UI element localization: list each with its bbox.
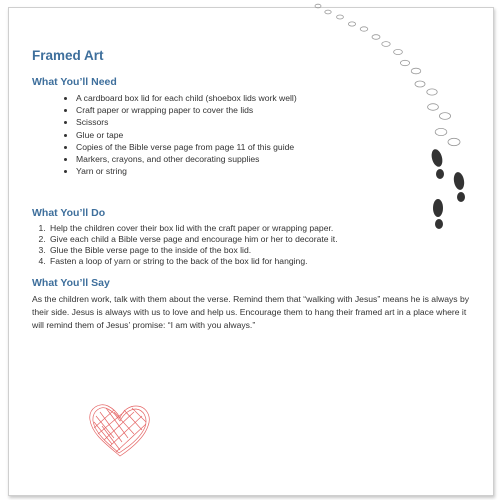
needs-item: • Craft paper or wrapping paper to cover the lids bbox=[76, 104, 472, 116]
say-heading: What You’ll Say bbox=[32, 277, 110, 290]
say-section bbox=[32, 277, 472, 331]
say-paragraph: As the children work, talk with them about the verse. Remind them that “walking with Jesus” means he is always by their side. Jesus is always with us to love and help us. Encourage them to hang their framed art in a place where it will remind them of Jesus’ promise: “I am with you always.” bbox=[32, 294, 470, 330]
dos-section bbox=[32, 207, 472, 267]
dos-step: 3. Glue the Bible verse page to the inside of the box lid. bbox=[48, 245, 472, 256]
needs-heading: What You’ll Need bbox=[32, 76, 117, 88]
needs-item: • Scissors bbox=[76, 116, 472, 128]
needs-item: • Glue or tape bbox=[76, 129, 472, 141]
page-title: Framed Art bbox=[32, 48, 104, 63]
needs-item: • A cardboard box lid for each child (shoebox lids work well) bbox=[76, 92, 472, 104]
dos-step: 1. Help the children cover their box lid with the craft paper or wrapping paper. bbox=[48, 223, 472, 234]
needs-list bbox=[32, 92, 472, 177]
dos-list bbox=[32, 223, 472, 267]
content bbox=[32, 48, 472, 331]
needs-item: • Yarn or string bbox=[76, 165, 472, 177]
dos-step: 2. Give each child a Bible verse page and encourage him or her to decorate it. bbox=[48, 234, 472, 245]
needs-section bbox=[32, 76, 472, 177]
scribble-heart-icon bbox=[84, 398, 156, 460]
needs-item: • Copies of the Bible verse page from page 11 of this guide bbox=[76, 141, 472, 153]
needs-item: • Markers, crayons, and other decorating supplies bbox=[76, 153, 472, 165]
dos-heading: What You’ll Do bbox=[32, 207, 106, 220]
dos-step: 4. Fasten a loop of yarn or string to the back of the box lid for hanging. bbox=[48, 256, 472, 267]
